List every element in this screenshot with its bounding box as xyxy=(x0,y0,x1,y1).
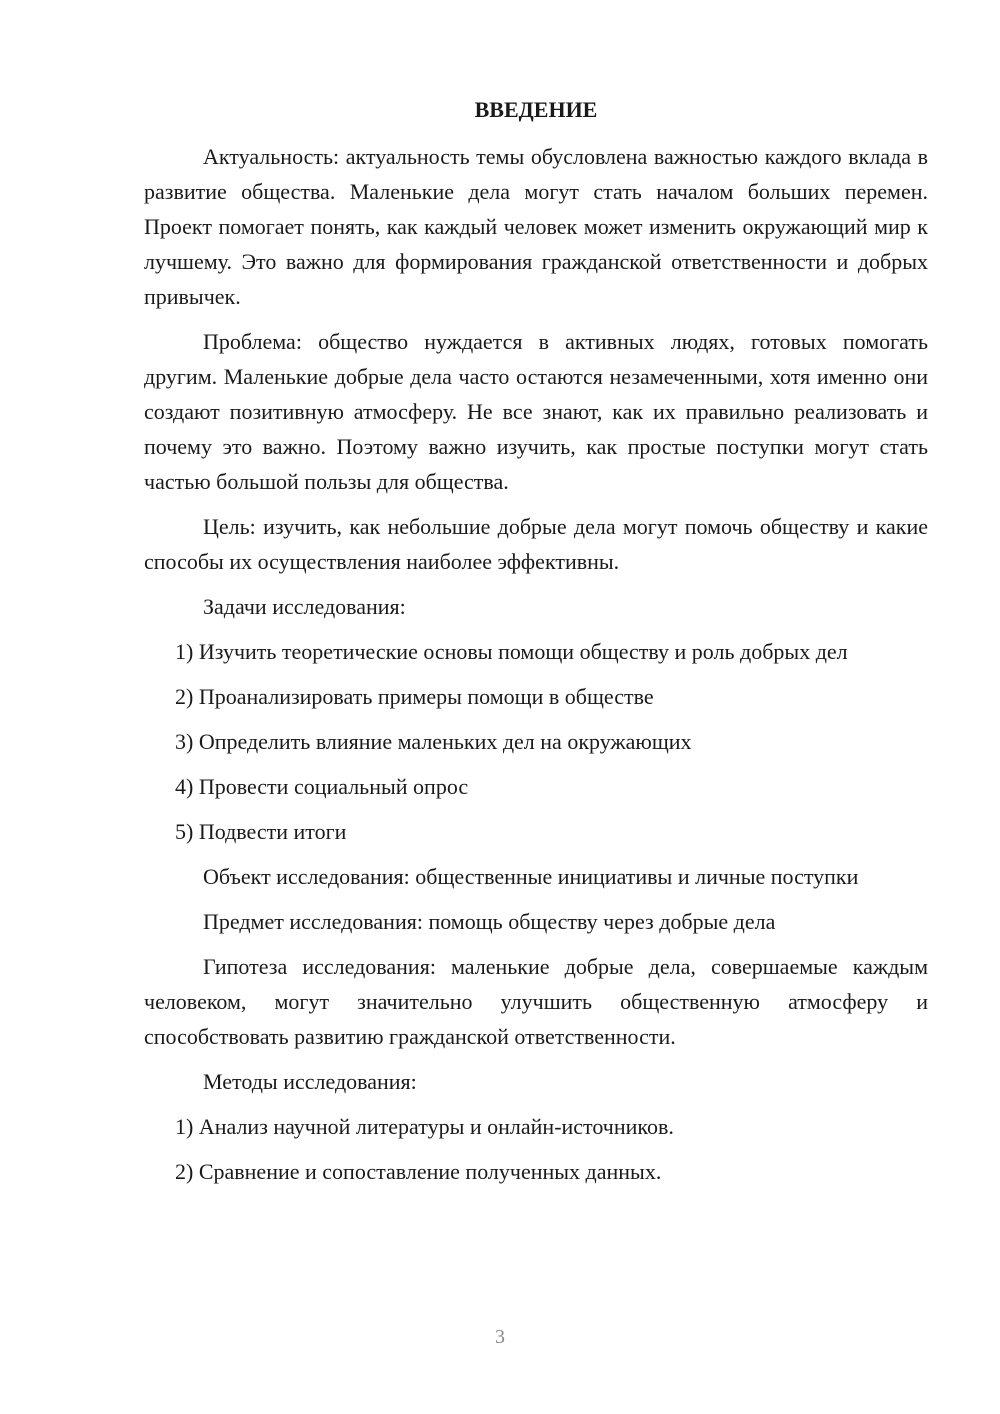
list-item: 1) Анализ научной литературы и онлайн-источников. xyxy=(175,1114,674,1139)
methods-heading: Методы исследования: xyxy=(203,1069,417,1094)
list-item: 4) Провести социальный опрос xyxy=(175,774,469,799)
list-item: 1) Изучить теоретические основы помощи обществу и роль добрых дел xyxy=(175,639,848,664)
tasks-list xyxy=(144,634,928,849)
methods-list xyxy=(144,1109,928,1189)
list-item: 5) Подвести итоги xyxy=(175,819,347,844)
object-paragraph: Объект исследования: общественные инициативы и личные поступки xyxy=(203,864,859,889)
list-item: 3) Определить влияние маленьких дел на окружающих xyxy=(175,729,692,754)
document-page xyxy=(144,92,928,1189)
goal-paragraph: Цель: изучить, как небольшие добрые дела могут помочь обществу и какие способы их осуществления наиболее эффективны. xyxy=(144,514,928,574)
hypothesis-paragraph: Гипотеза исследования: маленькие добрые дела, совершаемые каждым человеком, могут значительно улучшить общественную атмосферу и способствовать развитию гражданской ответственности. xyxy=(144,954,928,1049)
list-item: 2) Сравнение и сопоставление полученных данных. xyxy=(175,1159,662,1184)
list-item: 2) Проанализировать примеры помощи в обществе xyxy=(175,684,654,709)
page-number: 3 xyxy=(495,1326,505,1348)
problem-paragraph: Проблема: общество нуждается в активных людях, готовых помогать другим. Маленькие добрые дела часто остаются незамеченными, хотя именно они создают позитивную атмосферу. Не все знают, как их правильно реализовать и почему это важно. Поэтому важно изучить, как простые поступки могут стать частью большой пользы для общества. xyxy=(144,329,928,494)
relevance-paragraph: Актуальность: актуальность темы обусловлена важностью каждого вклада в развитие общества. Маленькие дела могут стать началом больших перемен. Проект помогает понять, как каждый человек может изменить окружающий мир к лучшему. Это важно для формирования гражданской ответственности и добрых привычек. xyxy=(144,144,928,309)
tasks-heading: Задачи исследования: xyxy=(203,594,406,619)
page-title: ВВЕДЕНИЕ xyxy=(474,97,598,122)
subject-paragraph: Предмет исследования: помощь обществу через добрые дела xyxy=(203,909,776,934)
